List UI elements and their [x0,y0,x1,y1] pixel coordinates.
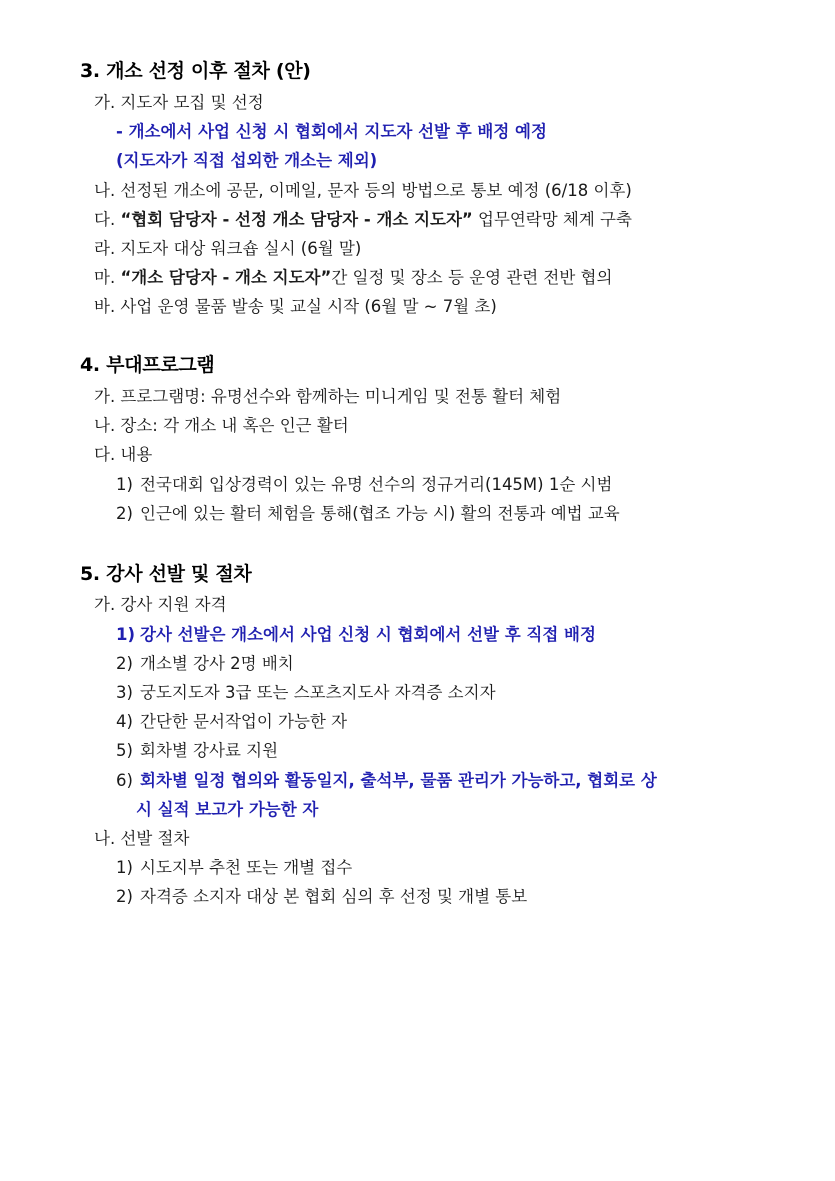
list-number: 2) [116,504,133,523]
list-number: 2) [116,654,133,673]
section-5-qualification-6-cont: 시 실적 보고가 가능한 자 [136,800,319,819]
section-5-procedure-1 [116,857,352,879]
list-text: 회차별 강사료 지원 [140,741,279,760]
section-4-item-b: 나. 장소: 각 개소 내 혹은 인근 활터 [94,416,349,435]
list-text: 자격증 소지자 대상 본 협회 심의 후 선정 및 개별 통보 [140,887,528,906]
section-3-item-c-prefix: 다. [94,210,121,229]
list-text: 궁도지도자 3급 또는 스포츠지도사 자격증 소지자 [140,683,496,702]
section-3-item-a-note: - 개소에서 사업 신청 시 협회에서 지도자 선발 후 배정 예정 [116,122,547,141]
list-number: 1) [116,475,133,494]
section-3-item-c-suffix: 업무연락망 체계 구축 [472,210,632,229]
list-text: 간단한 문서작업이 가능한 자 [140,712,348,731]
section-5-qualification-1 [116,624,596,646]
section-5-procedure-2 [116,886,527,908]
section-3-item-e-bold: “개소 담당자 - 개소 지도자” [120,268,332,287]
section-5-heading: 5. 강사 선발 및 절차 [80,563,252,585]
list-text: 개소별 강사 2명 배치 [140,654,294,673]
list-number: 3) [116,683,133,702]
list-number: 1) [116,625,136,644]
section-5-qualification-5 [116,740,278,762]
section-3-item-e-prefix: 마. [94,268,121,287]
section-4-content-item-2 [116,503,620,525]
list-text: 회차별 일정 협의와 활동일지, 출석부, 물품 관리가 가능하고, 협회로 상 [140,771,657,790]
list-text: 시도지부 추천 또는 개별 접수 [140,858,353,877]
section-3-item-e [94,267,612,289]
section-4-heading: 4. 부대프로그램 [80,354,215,376]
list-number: 4) [116,712,133,731]
section-3-item-a: 가. 지도자 모집 및 선정 [94,93,264,112]
section-4-item-a: 가. 프로그램명: 유명선수와 함께하는 미니게임 및 전통 활터 체험 [94,387,562,406]
section-4-content-item-1 [116,474,612,496]
list-number: 6) [116,771,133,790]
list-number: 2) [116,887,133,906]
section-5-item-b: 나. 선발 절차 [94,829,190,848]
list-number: 5) [116,741,133,760]
section-5-qualification-3 [116,682,496,704]
section-3-item-b: 나. 선정된 개소에 공문, 이메일, 문자 등의 방법으로 통보 예정 (6/18 이후) [94,181,632,200]
list-text: 인근에 있는 활터 체험을 통해(협조 가능 시) 활의 전통과 예법 교육 [140,504,620,523]
section-3-item-f: 바. 사업 운영 물품 발송 및 교실 시작 (6월 말 ~ 7월 초) [94,297,497,316]
list-text: 전국대회 입상경력이 있는 유명 선수의 정규거리(145M) 1순 시범 [140,475,613,494]
section-5-qualification-4 [116,711,347,733]
section-3-item-a-note-cont: (지도자가 직접 섭외한 개소는 제외) [116,151,378,170]
list-number: 1) [116,858,133,877]
list-text: 강사 선발은 개소에서 사업 신청 시 협회에서 선발 후 직접 배정 [140,625,596,644]
section-3-item-c [94,209,632,231]
section-3-item-e-suffix: 간 일정 및 장소 등 운영 관련 전반 협의 [331,268,613,287]
section-4-item-c: 다. 내용 [94,445,153,464]
section-3-item-d: 라. 지도자 대상 워크숍 실시 (6월 말) [94,239,362,258]
section-5-qualification-6 [116,770,657,792]
section-3-item-c-bold: “협회 담당자 - 선정 개소 담당자 - 개소 지도자” [120,210,473,229]
section-5-qualification-2 [116,653,294,675]
section-3-heading: 3. 개소 선정 이후 절차 (안) [80,60,311,82]
section-5-item-a: 가. 강사 지원 자격 [94,595,227,614]
